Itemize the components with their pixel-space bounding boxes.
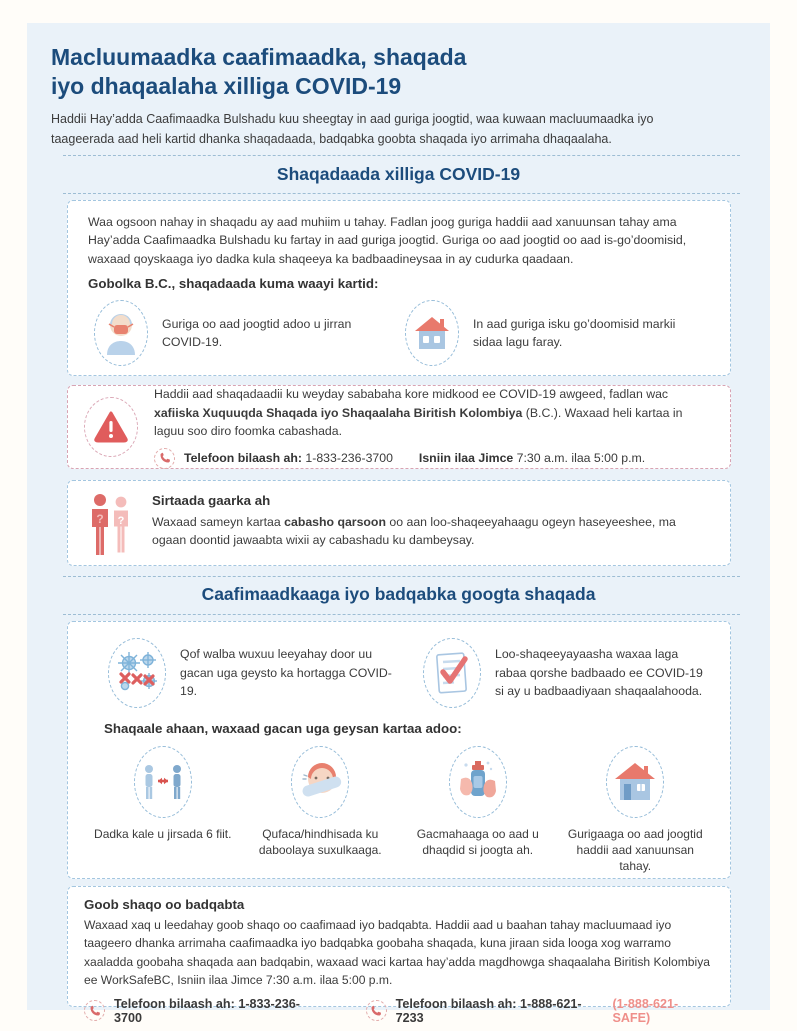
privacy-text [152, 513, 712, 550]
dashed-divider [63, 193, 740, 194]
phone-icon [84, 1000, 105, 1021]
privacy-text-post: oo aan loo-shaqeeyahaagu ogeyn haseyeeshee, ma ogaan doontid jawaabta wixii ay cabashadu ku dambeysay. [152, 515, 676, 548]
list-item [84, 638, 399, 708]
section-heading-work: Shaqadaada xilliga COVID-19 [276, 164, 521, 184]
svg-text:?: ? [96, 512, 104, 526]
page-title [51, 43, 466, 101]
phone-entry [366, 997, 714, 1025]
alert-text-pre: Haddii aad shaqadaadii ku weyday sababaha kore midkood ee COVID-19 awgeed, fadlan wac [154, 387, 669, 402]
phone-number: 1-833-236-3700 [305, 451, 393, 466]
alert-text-bold: xafiiska Xuquuqda Shaqada iyo Shaqaalaha Biritish Kolombiya [154, 405, 523, 420]
alert-phone-line [154, 448, 714, 469]
alert-triangle-icon [84, 397, 138, 457]
page-title-line1: Macluumaadka caafimaadka, shaqada [51, 44, 467, 70]
work-paragraph: Waa ogsoon nahay in shaqadu ay aad muhiim u tahay. Fadlan joog guriga haddii aad xanuunsan tahay ama Hay’adda Caafimaadka Bulshadu ku fartay in aad guriga joogtid. Guriga oo aad joogtid oo aad is-go’doomisid, waxaad qoyskaaga iyo dadka kula shaqeeya ka badbaadineysaa in ay cudurka qaadaan. [88, 215, 687, 266]
work-item-text: In aad guriga isku go’doomisid markii sidaa lagu faray. [473, 316, 676, 350]
svg-text:?: ? [117, 515, 125, 527]
workplace-phone-row [84, 997, 714, 1025]
safe-workplace-box [67, 886, 731, 1025]
safety-box [67, 621, 731, 879]
page-title-line2: iyo dhaqaalaha xilliga COVID-19 [51, 73, 402, 100]
house-icon [405, 300, 459, 366]
phone-label: Telefoon bilaash ah: 1-888-621-7233 [395, 996, 582, 1025]
work-item-text: Guriga oo aad joogtid adoo u jirran COVID-19. [162, 316, 352, 350]
anonymous-people-icon [88, 493, 134, 557]
safety-item-text: Qof walba wuxuu leeyahay door uu gacan uga geysto ka hortagga COVID-19. [180, 647, 392, 699]
workplace-paragraph: Waxaad xaq u leedahay goob shaqo oo caafimaad iyo badqabta. Haddii aad u baahan tahay macluumaad iyo taageero dhanka arrimaha caafimaadka iyo badqabka goobaha shaqada, kuna jiraan sida looga xog warramo xaaladda goobaha shaqada aan badqabin, waxaad waci kartaa hay’adda magdhowga shaqaalaha Biritish Kolombiya ee WorkSafeBC, Isniin ilaa Jimce 7:30 a.m. ilaa 5:00 p.m. [84, 918, 710, 988]
privacy-box [67, 480, 731, 566]
phone-icon [154, 448, 175, 469]
cough-elbow-icon [291, 746, 349, 818]
tip-caption: Dadka kale u jirsada 6 fiit. [94, 827, 232, 841]
phone-alt-number: (1-888-621-SAFE) [612, 996, 679, 1025]
virus-icon [108, 638, 166, 708]
phone-label: Telefoon bilaash ah: 1-833-236-3700 [114, 996, 300, 1025]
safety-item-text: Loo-shaqeeyayaasha waxaa laga rabaa qorshe badbaado ee COVID-19 si ay u badbaadiyaan shaqaalahooda. [495, 647, 703, 699]
alert-box [67, 385, 731, 469]
stay-home-icon [606, 746, 664, 818]
hours-label: Isniin ilaa Jimce [418, 451, 514, 466]
list-item [399, 638, 714, 708]
work-items-row [88, 300, 710, 366]
workplace-heading: Goob shaqo oo badqabta [84, 897, 245, 912]
phone-icon [366, 1000, 387, 1021]
section-heading-safety: Caafimaadkaaga iyo badqabka googta shaqada [201, 584, 596, 604]
phone-label: Telefoon bilaash ah: [184, 451, 302, 466]
intro-paragraph: Haddii Hay’adda Caafimaadka Bulshadu kuu sheegtay in aad guriga joogtid, waa kuwaan macluumaadka iyo taageerada aad heli kartid dhanka shaqadaada, badqabka goobta shaqada iyo arrimaha dhaqaalaha. [51, 112, 654, 146]
work-info-box [67, 200, 731, 376]
list-item [84, 746, 242, 875]
alert-text-post: (B.C.). Waxaad heli kartaa in laguu soo diro foomka cabashada. [154, 405, 683, 439]
dashed-divider [63, 155, 740, 156]
list-item [557, 746, 715, 875]
privacy-text-pre: Waxaad sameyn kartaa [152, 515, 285, 529]
dashed-divider [63, 576, 740, 577]
tip-caption: Gurigaaga oo aad joogtid haddii aad xanuunsan tahay. [567, 827, 703, 874]
document-page [27, 23, 770, 1025]
list-item [88, 300, 399, 366]
hours-value: 7:30 a.m. ilaa 5:00 p.m. [516, 451, 646, 466]
sick-person-icon [94, 300, 148, 366]
phone-entry [84, 997, 324, 1025]
alert-text [154, 385, 714, 440]
safety-subheading: Shaqaale ahaan, waxaad gacan uga geysan kartaa adoo: [104, 721, 462, 736]
privacy-text-bold: cabasho qarsoon [284, 515, 386, 529]
physical-distance-icon [134, 746, 192, 818]
checklist-icon [423, 638, 481, 708]
tip-caption: Qufaca/hindhisada ku daboolaya suxulkaaga. [258, 827, 382, 858]
privacy-heading: Sirtaada gaarka ah [152, 493, 271, 508]
list-item [242, 746, 400, 875]
list-item [399, 746, 557, 875]
dashed-divider [63, 614, 740, 615]
work-subheading: Gobolka B.C., shaqadaada kuma waayi kartid: [88, 276, 379, 292]
list-item [399, 300, 710, 366]
safety-tips-row [84, 746, 714, 875]
tip-caption: Gacmahaaga oo aad u dhaqdid si joogta ah. [416, 827, 539, 858]
wash-hands-icon [449, 746, 507, 818]
safety-items-row [84, 638, 714, 708]
